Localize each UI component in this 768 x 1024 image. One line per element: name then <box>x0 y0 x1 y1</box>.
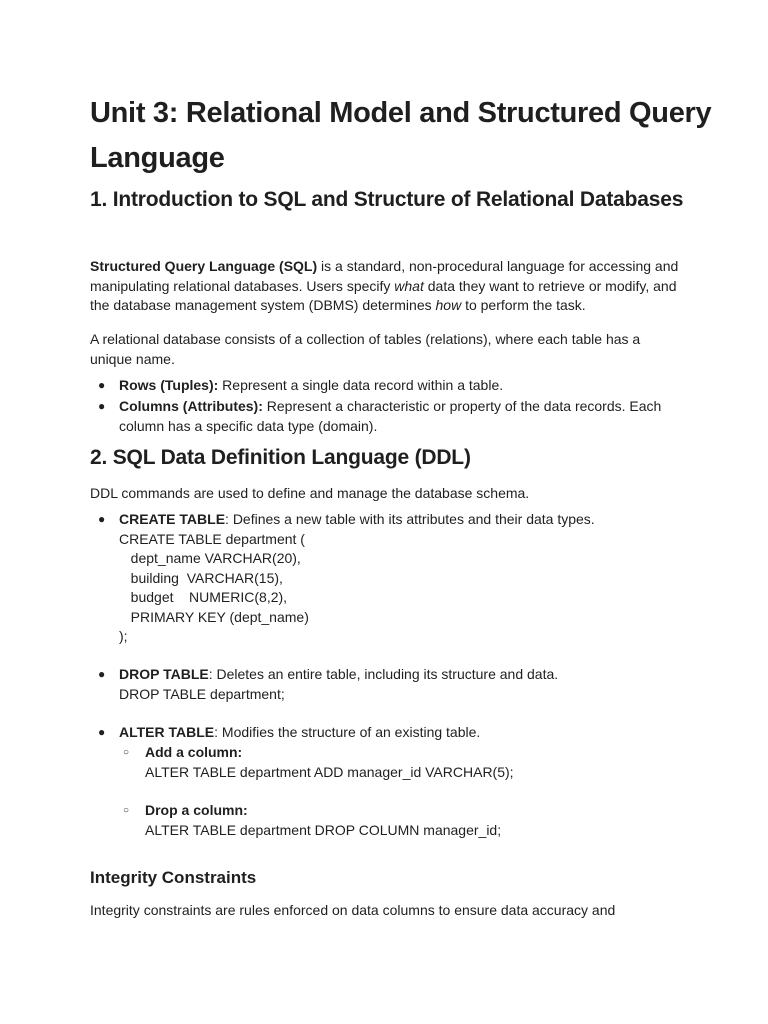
definition: : Modifies the structure of an existing table. <box>214 724 481 740</box>
definition: : Deletes an entire table, including its structure and data. <box>208 666 559 682</box>
term: ALTER TABLE <box>119 724 215 740</box>
code-line: CREATE TABLE department ( <box>119 530 305 547</box>
sub-item-drop-column <box>145 801 685 840</box>
alter-table-line <box>119 723 679 743</box>
code-line: DROP TABLE department; <box>119 685 285 702</box>
bullet-icon: ● <box>98 512 106 526</box>
sql-intro-paragraph <box>90 257 680 316</box>
text-run: to perform the task. <box>461 297 586 313</box>
sub-bullet-icon: ○ <box>123 747 130 758</box>
code-line: dept_name VARCHAR(20), <box>119 550 301 566</box>
term: Add a column: <box>145 744 243 760</box>
code-line: ALTER TABLE department DROP COLUMN manager_id; <box>145 821 502 838</box>
integrity-constraints-heading: Integrity Constraints <box>90 868 257 887</box>
list-item-rows <box>119 376 679 396</box>
emphasis-how: how <box>435 297 462 313</box>
list-item-create-table <box>119 510 679 647</box>
section-1-heading: 1. Introduction to SQL and Structure of Relational Databases <box>90 188 684 211</box>
definition: Represent a single data record within a table. <box>218 377 504 393</box>
list-item-drop-table <box>119 665 679 704</box>
code-line: ); <box>119 628 128 644</box>
relational-db-paragraph: A relational database consists of a collection of tables (relations), where each table has a unique name. <box>90 331 641 367</box>
definition: : Defines a new table with its attributes and their data types. <box>225 511 595 527</box>
term: DROP TABLE <box>119 666 209 682</box>
drop-table-line <box>119 665 679 685</box>
emphasis-what: what <box>394 277 424 294</box>
list-item-columns <box>119 397 679 436</box>
term: Columns (Attributes): <box>119 398 263 414</box>
bullet-icon: ● <box>98 378 106 392</box>
term: Rows (Tuples): <box>119 377 219 393</box>
code-line: PRIMARY KEY (dept_name) <box>119 608 309 625</box>
list-item-alter-table <box>119 723 679 743</box>
definition: Represent a characteristic or property of the data records. Each column has a specific data type (domain). <box>119 398 662 434</box>
sub-bullet-icon: ○ <box>123 805 130 816</box>
page-title: Unit 3: Relational Model and Structured Query Language <box>90 97 712 174</box>
sub-item-add-column <box>145 743 685 782</box>
integrity-paragraph: Integrity constraints are rules enforced on data columns to ensure data accuracy and <box>90 902 616 918</box>
text-run: data they want to retrieve or modify, and the database management system (DBMS) determines <box>90 277 677 313</box>
bullet-icon: ● <box>98 725 106 739</box>
text-run: is a standard, non-procedural language for accessing and manipulating relational databases. Users specify <box>90 258 679 294</box>
term: CREATE TABLE <box>119 511 226 527</box>
create-table-line <box>119 510 679 530</box>
ddl-intro-paragraph: DDL commands are used to define and manage the database schema. <box>90 485 530 501</box>
code-line: building VARCHAR(15), <box>119 569 283 586</box>
term: Drop a column: <box>145 802 248 818</box>
sql-term: Structured Query Language (SQL) <box>90 258 318 274</box>
code-line: ALTER TABLE department ADD manager_id VARCHAR(5); <box>145 763 514 780</box>
code-line: budget NUMERIC(8,2), <box>119 589 288 605</box>
bullet-icon: ● <box>98 399 106 413</box>
section-2-heading: 2. SQL Data Definition Language (DDL) <box>90 446 471 469</box>
bullet-icon: ● <box>98 667 106 681</box>
